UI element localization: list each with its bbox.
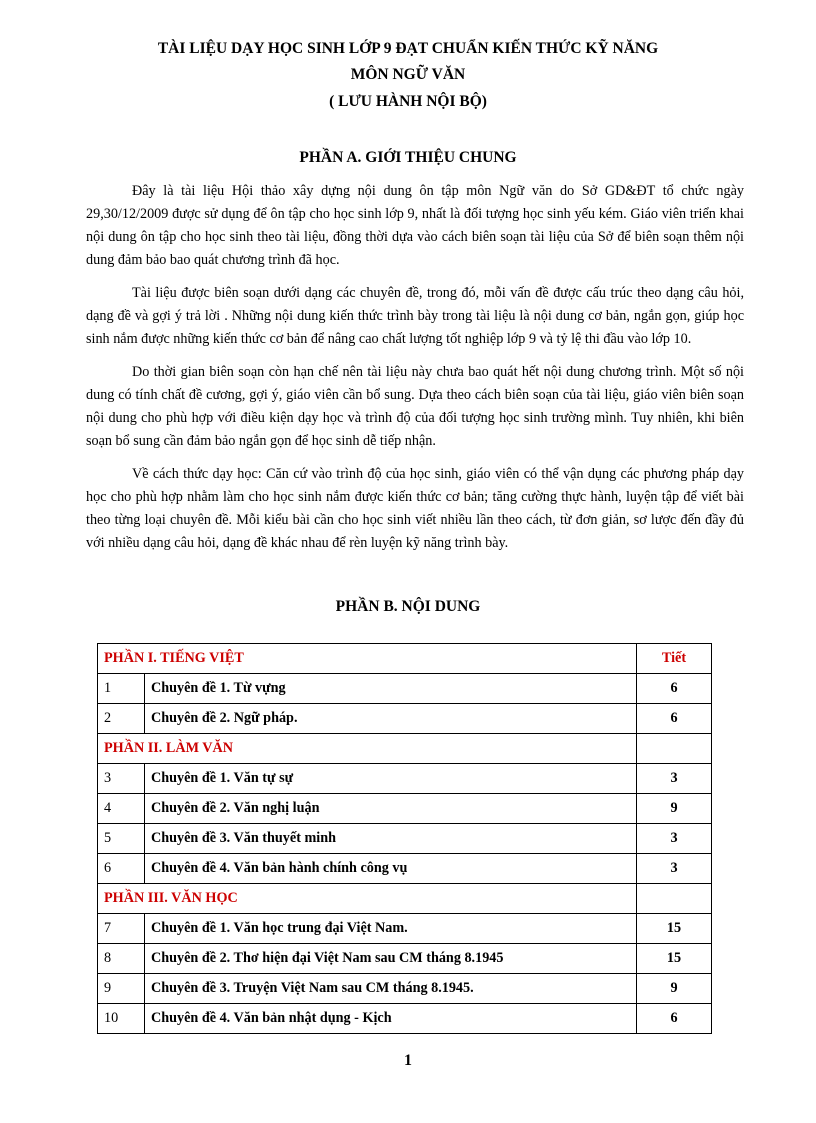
hours-value: 3 — [637, 764, 712, 794]
hours-value: 6 — [637, 674, 712, 704]
topic-name: Chuyên đề 3. Truyện Việt Nam sau CM tháng 8.1945. — [145, 974, 637, 1004]
hours-value: 9 — [637, 794, 712, 824]
topic-name: Chuyên đề 3. Văn thuyết minh — [145, 824, 637, 854]
circulation-note: ( LƯU HÀNH NỘI BỘ) — [329, 93, 487, 110]
hours-value: 15 — [637, 944, 712, 974]
table-row — [98, 764, 712, 794]
intro-paragraph: Về cách thức dạy học: Căn cứ vào trình độ của học sinh, giáo viên có thể vận dụng các phương pháp dạy học cho phù hợp nhằm làm cho học sinh nắm được kiến thức cơ bản; tăng cường thực hành, luyện tập để viết bài theo từng loại chuyên đề. Mỗi kiểu bài cần cho học sinh viết nhiều lần theo cách, từ đơn giản, sơ lược đến đầy đủ với nhiều dạng câu hỏi, dạng đề khác nhau để rèn luyện kỹ năng trình bày. — [86, 466, 744, 551]
hours-value: 6 — [637, 704, 712, 734]
row-number: 5 — [98, 824, 145, 854]
table-section-row — [98, 884, 712, 914]
hours-value: 15 — [637, 914, 712, 944]
hours-header: Tiết — [637, 644, 712, 674]
table-row — [98, 854, 712, 884]
row-number: 8 — [98, 944, 145, 974]
table-row — [98, 944, 712, 974]
table-section-row — [98, 734, 712, 764]
intro-paragraph: Đây là tài liệu Hội thảo xây dựng nội dung ôn tập môn Ngữ văn do Sở GD&ĐT tổ chức ngày 29,30/12/2009 được sử dụng để ôn tập cho học sinh lớp 9, nhất là đối tượng học sinh yếu kém. Giáo viên triển khai nội dung ôn tập cho học sinh theo tài liệu, đồng thời dựa vào cách biên soạn tài liệu của Sở để biên soạn thêm nội dung đảm bảo bao quát chương trình đã học. — [86, 183, 744, 268]
topic-name: Chuyên đề 2. Ngữ pháp. — [145, 704, 637, 734]
content-table — [97, 643, 712, 1034]
section-label: PHẦN II. LÀM VĂN — [98, 734, 637, 764]
table-row — [98, 824, 712, 854]
section-a-heading: PHẦN A. GIỚI THIỆU CHUNG — [299, 149, 517, 166]
topic-name: Chuyên đề 1. Văn tự sự — [145, 764, 637, 794]
introduction-text — [86, 180, 744, 565]
row-number: 7 — [98, 914, 145, 944]
table-row — [98, 704, 712, 734]
hours-value: 3 — [637, 854, 712, 884]
page-number: 1 — [404, 1052, 412, 1069]
hours-header — [637, 734, 712, 764]
hours-header — [637, 884, 712, 914]
table-row — [98, 794, 712, 824]
row-number: 3 — [98, 764, 145, 794]
table-row — [98, 974, 712, 1004]
intro-paragraph: Tài liệu được biên soạn dưới dạng các chuyên đề, trong đó, mỗi vấn đề được cấu trúc theo dạng câu hỏi, dạng đề và gợi ý trả lời . Những nội dung kiến thức trình bày trong tài liệu là nội dung cơ bản, ngắn gọn, giúp học sinh nắm được những kiến thức cơ bản để nâng cao chất lượng tốt nghiệp lớp 9 và tỷ lệ thi đầu vào lớp 10. — [86, 285, 744, 347]
row-number: 1 — [98, 674, 145, 704]
section-label: PHẦN I. TIẾNG VIỆT — [98, 644, 637, 674]
row-number: 10 — [98, 1004, 145, 1034]
topic-name: Chuyên đề 1. Văn học trung đại Việt Nam. — [145, 914, 637, 944]
document-title: TÀI LIỆU DẠY HỌC SINH LỚP 9 ĐẠT CHUẨN KIẾN THỨC KỸ NĂNG — [157, 40, 659, 57]
row-number: 9 — [98, 974, 145, 1004]
table-row — [98, 674, 712, 704]
topic-name: Chuyên đề 1. Từ vựng — [145, 674, 637, 704]
row-number: 2 — [98, 704, 145, 734]
hours-value: 3 — [637, 824, 712, 854]
table-row — [98, 914, 712, 944]
topic-name: Chuyên đề 4. Văn bản nhật dụng - Kịch — [145, 1004, 637, 1034]
hours-value: 9 — [637, 974, 712, 1004]
table-row — [98, 1004, 712, 1034]
table-section-row — [98, 644, 712, 674]
subject-title: MÔN NGỮ VĂN — [350, 66, 466, 83]
hours-value: 6 — [637, 1004, 712, 1034]
intro-paragraph: Do thời gian biên soạn còn hạn chế nên tài liệu này chưa bao quát hết nội dung chương trình. Một số nội dung có tính chất đề cương, gợi ý, giáo viên cần bổ sung. Dựa theo cách biên soạn của tài liệu, giáo viên biên soạn nội dung cho phù hợp với điều kiện dạy học và trình độ của đối tượng học sinh trường mình. Tuy nhiên, khi biên soạn bổ sung cần đảm bảo ngắn gọn để học sinh dễ tiếp nhận. — [86, 364, 744, 449]
section-label: PHẦN III. VĂN HỌC — [98, 884, 637, 914]
section-b-heading: PHẦN B. NỘI DUNG — [335, 598, 481, 615]
topic-name: Chuyên đề 2. Thơ hiện đại Việt Nam sau CM tháng 8.1945 — [145, 944, 637, 974]
topic-name: Chuyên đề 2. Văn nghị luận — [145, 794, 637, 824]
row-number: 4 — [98, 794, 145, 824]
topic-name: Chuyên đề 4. Văn bản hành chính công vụ — [145, 854, 637, 884]
row-number: 6 — [98, 854, 145, 884]
